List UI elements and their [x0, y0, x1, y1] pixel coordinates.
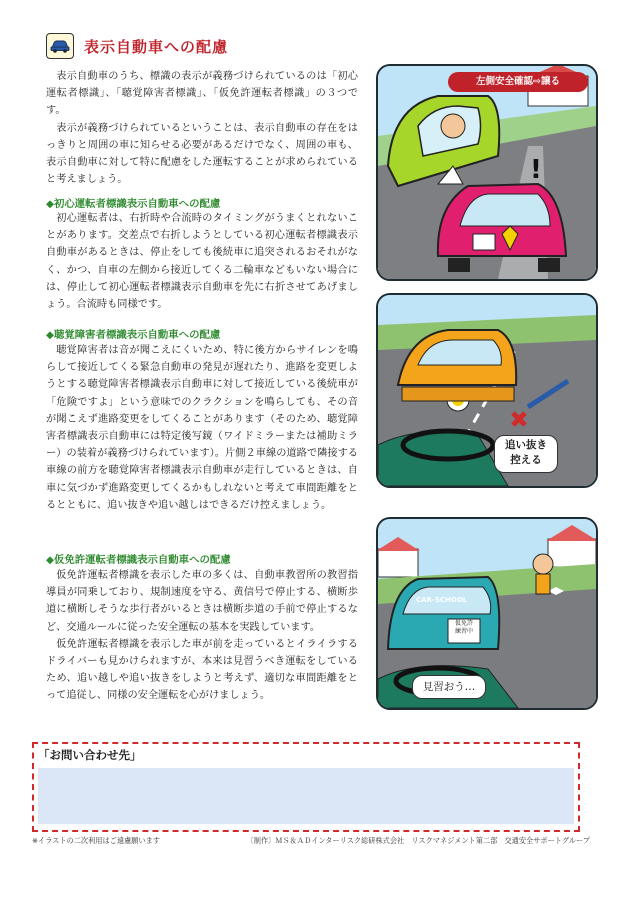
section-paragraph: 初心運転者は、右折時や合流時のタイミングがうまくとれないことがあります。交差点で右折しようとしている初心運転者標識表示自動車があるときは、停止をしても後続車に追突されるおそれがなく、かつ、自車の左側から接近してくる二輪車などもいない場合には、停止して初心運転者標識表示自動車を先に右折させてあげましょう。合流時も同様です。 [46, 213, 358, 311]
section-heading-hearing: ◆聴覚障害者標識表示自動車への配慮 [46, 329, 221, 341]
intro-paragraph-2: 表示が義務づけられているということは、表示自動車の存在をはっきりと周囲の車に知らせる必要があるだけでなく、周囲の車も、表示自動車に対して特に配慮をした運転することが求められていると考えましょう。 [46, 122, 358, 186]
car-icon [46, 33, 74, 59]
intro-text [46, 68, 358, 188]
car-school-text: CAR-SCHOOL [416, 596, 468, 604]
section-heading-beginner: ◆初心運転者標識表示自動車への配慮 [46, 198, 221, 210]
bubble-refrain-overtaking: 追い抜き 控える [494, 435, 558, 473]
intro-paragraph-1: 表示自動車のうち、標識の表示が義務づけられているのは「初心運転者標識」、「聴覚障害者標識」、「仮免許運転者標識」の３つです。 [46, 71, 358, 117]
section-paragraph: 仮免許運転者標識を表示した車が前を走っているとイライラするドライバーも見かけられますが、本来は見習うべき運転をしているため、追い越しや追い抜きをしようと考えず、適切な車間距離をとって追従し、同様の安全運転を心がけましょう。 [46, 638, 358, 702]
illustration-hearing-impaired [376, 293, 598, 488]
illustration-beginner-driver [376, 64, 598, 281]
footer-note: ※イラストの二次利用はご遠慮願います [32, 836, 160, 845]
bubble-learn-from: 見習おう… [412, 675, 486, 699]
section-paragraph: 仮免許運転者標識を表示した車の多くは、自動車教習所の教習指導員が同乗しており、規制速度を守る、黄信号で停止する、横断歩道に横断しそうな歩行者がいるときは横断歩道の手前で停止するなど、交通ルールに従った安全運転の基本を実践しています。 [46, 570, 358, 633]
section-body-hearing [46, 342, 358, 514]
illustration-provisional-license [376, 517, 598, 710]
section-body-provisional [46, 567, 358, 705]
footer-credit: 〔制作〕ＭＳ＆ＡＤインターリスク総研株式会社 リスクマネジメント第二部 交通安全サポートグループ [246, 836, 590, 845]
provisional-plate: 仮免許 練習中 [454, 620, 473, 635]
section-paragraph: 聴覚障害者は音が聞こえにくいため、特に後方からサイレンを鳴らして接近してくる緊急自動車の発見が遅れたり、進路を変更しようとする聴覚障害者標識表示自動車に対して接近している後続車が「危険ですよ」という意味でのクラクションを鳴らしても、その音が聞こえず進路変更をしてくることがあります（そのため、聴覚障害者標識表示自動車には特定後写鏡（ワイドミラーまたは補助ミラー）の装着が義務づけられています）。片側２車線の道路で隣接する車線の前方を聴覚障害者標識表示自動車が走行しているときは、自車に気づかず進路変更してくるかもしれないと考えて車間距離をとるとともに、追い抜きや追い越しはできるだけ控えましょう。 [46, 345, 358, 511]
page-title-row [46, 33, 228, 59]
yield-banner: 左側安全確認⇨譲る [448, 72, 588, 92]
contact-heading: 「お問い合わせ先」 [38, 748, 142, 762]
page-title: 表示自動車への配慮 [84, 37, 229, 56]
contact-box [32, 742, 580, 832]
section-body-beginner [46, 210, 358, 313]
exclaim-mark: ! [530, 155, 542, 185]
section-heading-provisional: ◆仮免許運転者標識表示自動車への配慮 [46, 554, 231, 566]
contact-fill-area [38, 768, 574, 824]
